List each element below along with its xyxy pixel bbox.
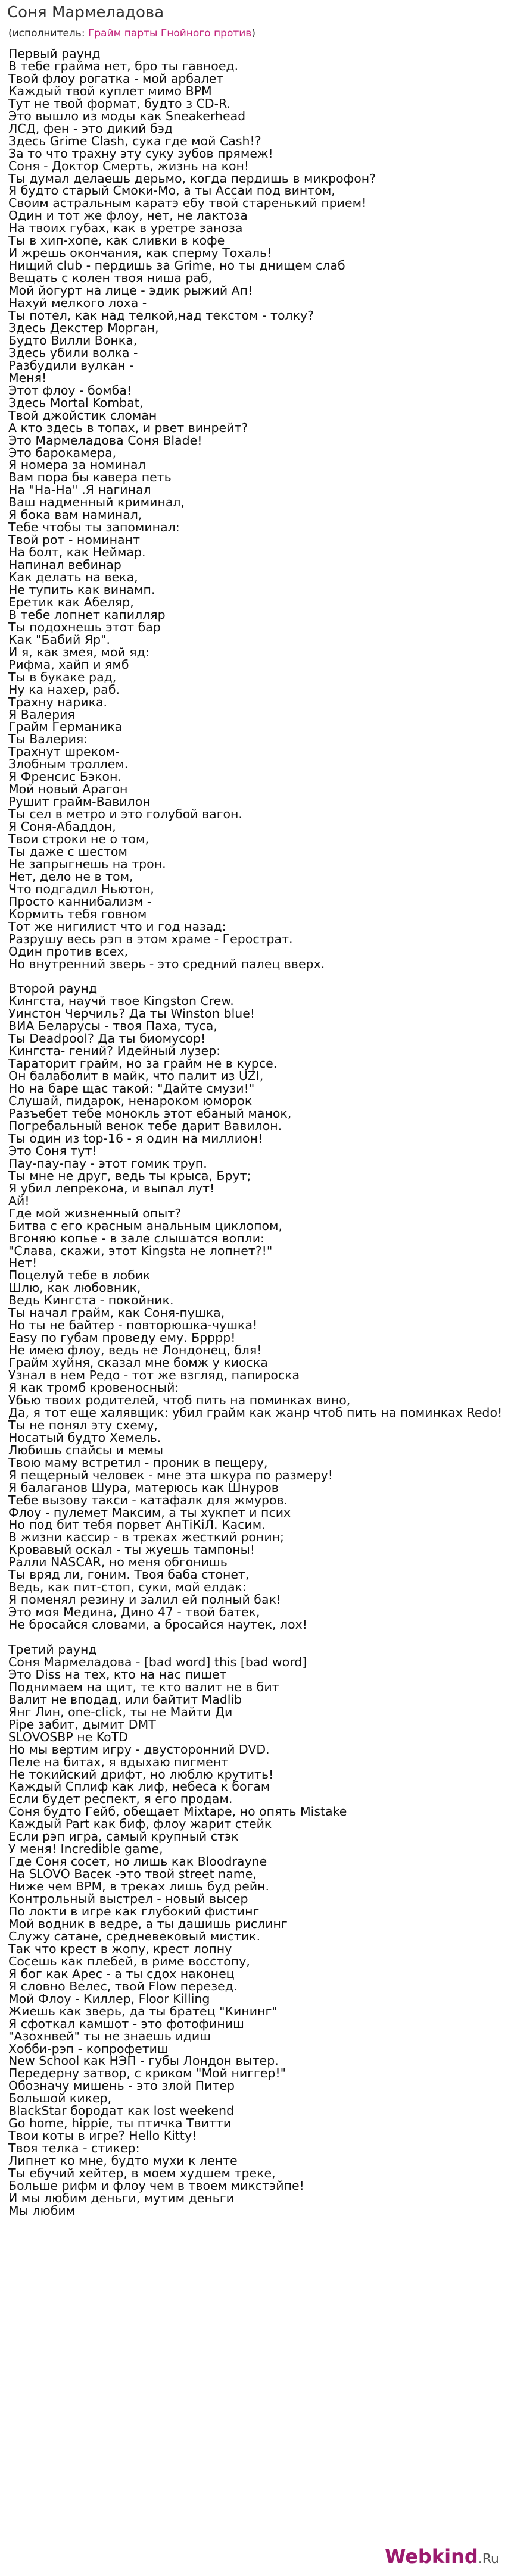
site-watermark — [385, 2545, 499, 2568]
page-title: Соня Мармеладова — [7, 4, 164, 21]
lyrics-text: Первый раунд В тебе грайма нет, бро ты гавноед. Твой флоу рогатка - мой арбалет Каждый твой куплет мимо BPM Тут не твой формат, будто з CD-R. Это вышло из моды как Sneakerhead ЛСД, фен - это дикий бэд Здесь Grime Clash, сука где мой Cash!? За то что трахну эту суку зубов прямеж! Соня - Доктор Смерть, жизнь на кон! Ты думал делаешь дерьмо, когда пердишь в микрофон? Я будто старый Смоки-Мо, а ты Ассаи под винтом, Своим астральным каратэ ебу твой старенький прием! Один и тот же флоу, нет, не лактоза На твоих губах, как в уретре заноза Ты в хип-хопе, как сливки в кофе И жрешь окончания, как сперму Тохаль! Нищий club - пердишь за Grime, но ты днищем слаб Вещать с колен твоя ниша раб, Мой йогурт на лице - эдик рыжий Ап! Нахуй мелкого лоха - Ты потел, как над телкой,над текстом - толку? Здесь Декстер Морган, Будто Вилли Вонка, Здесь убили волка - Разбудили вулкан - Меня! Этот флоу - бомба! Здесь Mortal Kombat, Твой джойстик сломан А кто здесь в топах, и рвет винрейт? Это Мармеладова Соня Blade! Это барокамера, Я номера за номинал Вам пора бы кавера петь На "На-На" .Я нагинал Ваш надменный криминал, Я бока вам наминал, Тебе чтобы ты запоминал: Твой рот - номинант На болт, как Неймар. Напинал вебинар Как делать на века, Не тупить как винамп. Еретик как Абеляр, В тебе лопнет капилляр Ты подохнешь этот бар Как "Бабий Яр". И я, как змея, мой яд: Рифма, хайп и ямб Ты в букаке рад, Ну ка нахер, раб. Трахну нарика. Я Валерия Грайм Германика Ты Валерия: Трахнут шреком- Злобным троллем. Я Френсис Бэкон. Мой новый Арагон Рушит грайм-Вавилон Ты сел в метро и это голубой вагон. Я Соня-Абаддон, Твои строки не о том, Ты даже с шестом Не запрыгнешь на трон. Нет, дело не в том, Что подгадил Ньютон, Просто каннибализм - Кормить тебя говном Тот же нигилист что и год назад: Разрушу весь рэп в этом храме - Герострат. Один против всех, Но внутренний зверь - это средний палец вверх. Второй раунд Кингста, научй твое Kingston Crew. Уинстон Черчиль? Да ты Winston blue! ВИА Беларусы - твоя Паха, тусa, Ты Deadpool? Да ты биомусор! Кингста- гений? Идейный лузер: Тараторит грайм, но за грайм не в курсе. Он балаболит в майк, что палит из UZI, Но на баре щас такой: "Дайте смузи!" Слушай, пидарок, ненароком юморок Разъебет тебе монокль этот ебаный манок, Погребальный венок тебе дарит Вавилон. Ты один из top-16 - я один на миллион! Это Соня тут! Пау-пау-пау - этот гомик труп. Ты мне не друг, ведь ты крыса, Брут; Я убил лепрекона, и выпал лут! Ай! Где мой жизненный опыт? Битва с его красным анальным циклопом, Вгоняю копье - в зале слышатся вопли: "Слава, скажи, этот Kingsta не лопнет?!" Нет! Поцелуй тебе в лобик Шлю, как любовник, Ведь Кингста - покойник. Ты начал грайм, как Соня-пушка, Но ты не байтер - повторюшка-чушка! Easy по губам проведу ему. Брррр! Не имею флоу, ведь не Лондонец, бля! Грайм хуйня, сказал мне бомж у киоска Узнал в нем Редо - тот же взгляд, папироска Я как тромб кровеносный: Убью твоих родителей, чтоб пить на поминках вино, Да, я тот еще халявщик: убил грайм как жанр чтоб пить на поминках Redo! Ты не понял эту схему, Носатый будто Хемель. Любишь спайсы и мемы Твою маму встретил - проник в пещеру, Я пещерный человек - мне эта шкура по размеру! Я балаганов Шура, матерюсь как Шнуров Тебе вызову такси - катафалк для жмуров. Флоу - пулемет Максим, а ты хукпет и псих Но под бит тебя порвет АнТiКiЛ. Касим. В жизни кассир - в треках жесткий ронин; Кровавый оскал - ты жуешь тампоны! Ралли NASCAR, но меня обгонишь Ты вряд ли, гоним. Твоя баба стонет, Ведь, как пит-стоп, суки, мой елдак: Я поменял резину и залил ей полный бак! Это моя Медина, Дино 47 - твой батек, Не бросайся словами, а бросайся наутек, лох! Третий раунд Соня Мармеладова - [bad word] this [bad word] Это Diss на тех, кто на нас пишет Поднимаем на щит, те кто валит не в бит Валит не вподад, или байтит Madlib Янг Лин, one-click, ты не Майти Ди Pipe забит, дымит DMT SLOVOSBP не KoTD Но мы вертим игру - двусторонний DVD. Пеле на битах, я вдыхаю пигмент Не токийский дрифт, но люблю крутить! Каждый Сплиф как лиф, небеса к богам Если будет респект, я его продам. Соня будто Гейб, обещает Mixtape, но опять Mistake Каждый Part как биф, флоу жарит стейк Если рэп игра, самый крупный стэк У меня! Incredible game, Где Соня сосет, но лишь как Bloodrayne На SLOVO Васек -это твой street name, Ниже чем BPM, в треках лишь бyд рейн. Контрольный выстрел - новый высер По локти в игре как глубокий фистинг Мой водник в ведре, а ты дашишь рислинг Служу сатане, средневековый мистик. Так что крест в жопу, крест лопну Сосешь как плебей, в риме восстопу, Я бог как Арес - а ты сдох наконец Я словно Велес, твой Flow перезед. Мой Флоу - Киллер, Floor Killing Жиешь как зверь, да ты братец "Кининг" Я сфоткал камшот - это фотофиниш "Азохнвей" ты не знаешь идиш Хобби-рэп - копрофетиш New School как НЭП - губы Лондон вытер. Передерну затвор, с криком "Мой ниггер!" Обозначу мишень - это злой Питер Большой кикер, BlackStar бородат как lost weekend Go home, hippie, ты птичка Твитти Твои коты в игре? Hello Kitty! Твоя телка - стикер: Липнет ко мне, будто мухи к ленте Ты ебучий хейтер, в моем худшем треке, Больше рифм и флоу чем в твоем микстэйпе! И мы любим деньги, мутим деньги Мы любим — [8, 46, 503, 2218]
watermark-brand: Webkind — [385, 2545, 478, 2568]
performer-link[interactable]: Грайм парты Гнойного против — [88, 27, 252, 39]
watermark-suffix: .Ru — [478, 2552, 499, 2566]
performer-prefix: (исполнитель: — [8, 27, 88, 39]
performer-line — [8, 27, 256, 39]
performer-suffix: ) — [251, 27, 256, 39]
